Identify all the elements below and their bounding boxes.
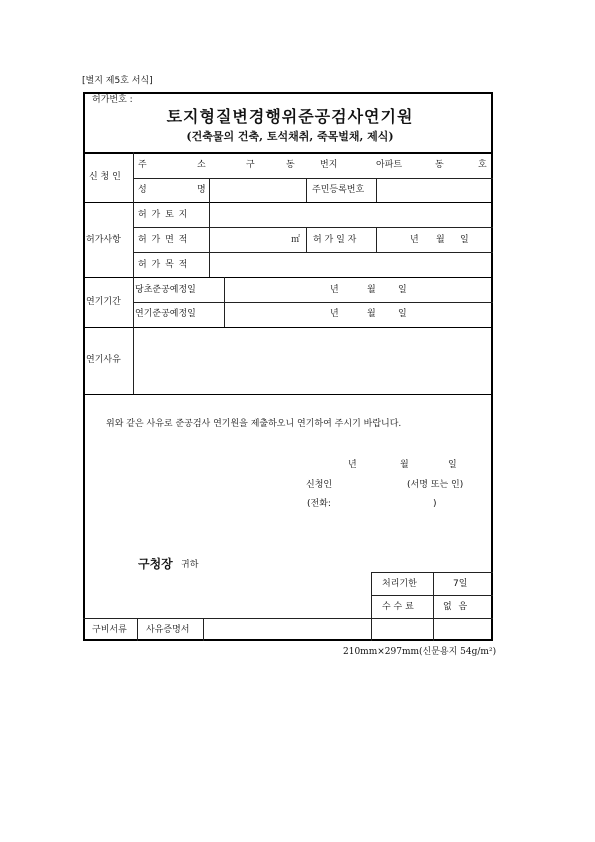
row-line <box>133 178 493 179</box>
extended-date-year: 년 <box>330 309 339 319</box>
col-line <box>371 572 372 641</box>
area-unit: ㎡ <box>291 235 301 245</box>
attachments-value: 사유증명서 <box>146 625 190 635</box>
paper-spec-note: 210mm×297mm(신문용지 54g/m²) <box>343 647 497 657</box>
recipient-suffix: 귀하 <box>181 560 199 570</box>
col-line <box>209 178 210 277</box>
col-line <box>137 618 138 641</box>
sign-date-day: 일 <box>448 460 457 470</box>
box-line <box>83 618 493 619</box>
attachments-label: 구비서류 <box>92 625 127 635</box>
sign-date-year: 년 <box>348 460 357 470</box>
box-line <box>371 595 493 596</box>
address-part-gu: 구 <box>246 160 255 170</box>
permit-date-day: 일 <box>460 235 469 245</box>
address-label-b: 소 <box>197 160 206 170</box>
address-part-beonji: 번지 <box>320 160 338 170</box>
form-subtitle: (건축물의 건축, 토석채취, 죽목벌채, 제식) <box>186 130 394 143</box>
original-date-month: 월 <box>367 285 376 295</box>
section-line <box>83 327 493 328</box>
extended-date-month: 월 <box>367 309 376 319</box>
name-label-b: 명 <box>197 185 206 195</box>
original-date-day: 일 <box>398 285 407 295</box>
seal-note: (서명 또는 인) <box>407 480 464 490</box>
applicant-signature-label: 신청인 <box>306 480 333 490</box>
section-permit: 허가사항 <box>86 235 121 245</box>
address-part-dong2: 동 <box>435 160 444 170</box>
phone-label: (전화: <box>307 499 331 509</box>
row-line <box>133 227 493 228</box>
permit-date-month: 월 <box>436 235 445 245</box>
col-line <box>306 178 307 202</box>
processing-period-value: 7일 <box>453 579 468 589</box>
fee-label: 수 수 료 <box>382 602 414 612</box>
phone-close: ) <box>433 499 437 509</box>
col-line <box>306 227 307 252</box>
section-line <box>83 394 493 395</box>
fee-value: 없 음 <box>443 602 470 612</box>
section-reason: 연기사유 <box>86 355 121 365</box>
permit-date-year: 년 <box>410 235 419 245</box>
section-extension: 연기기간 <box>86 297 121 307</box>
address-label-a: 주 <box>138 160 147 170</box>
sign-date-month: 월 <box>400 460 409 470</box>
col-line <box>203 618 204 641</box>
form-title: 토지형질변경행위준공검사연기원 <box>166 107 414 126</box>
permit-area-label: 허 가 면 적 <box>138 235 189 245</box>
permit-purpose-label: 허 가 목 적 <box>138 260 189 270</box>
address-part-apt: 아파트 <box>376 160 403 170</box>
box-line <box>371 572 493 573</box>
col-line <box>376 178 377 202</box>
original-completion-label: 당초준공예정일 <box>135 285 196 295</box>
original-date-year: 년 <box>330 285 339 295</box>
section-line <box>83 277 493 278</box>
processing-period-label: 처리기한 <box>382 579 417 589</box>
col-line <box>224 277 225 327</box>
extended-date-day: 일 <box>398 309 407 319</box>
name-label-a: 성 <box>138 185 147 195</box>
table-top-line <box>83 152 493 154</box>
col-line <box>376 227 377 252</box>
section-applicant: 신 청 인 <box>89 172 121 182</box>
permit-date-label: 허 가 일 자 <box>313 235 357 245</box>
address-part-dong: 동 <box>286 160 295 170</box>
permit-number-label: 허가번호 : <box>92 95 133 105</box>
id-number-label: 주민등록번호 <box>312 185 365 195</box>
address-part-ho: 호 <box>478 160 487 170</box>
col-line <box>133 152 134 394</box>
permit-land-label: 허 가 토 지 <box>138 210 189 220</box>
form-number-label: [별지 제5호 서식] <box>82 76 153 86</box>
extended-completion-label: 연기준공예정일 <box>135 309 196 319</box>
row-line <box>133 302 493 303</box>
col-line <box>433 572 434 595</box>
row-line <box>133 252 493 253</box>
section-line <box>83 202 493 203</box>
recipient-title: 구청장 <box>138 557 173 571</box>
col-line <box>433 595 434 641</box>
statement-text: 위와 같은 사유로 준공검사 연기원을 제출하오니 연기하여 주시기 바랍니다. <box>106 419 402 429</box>
